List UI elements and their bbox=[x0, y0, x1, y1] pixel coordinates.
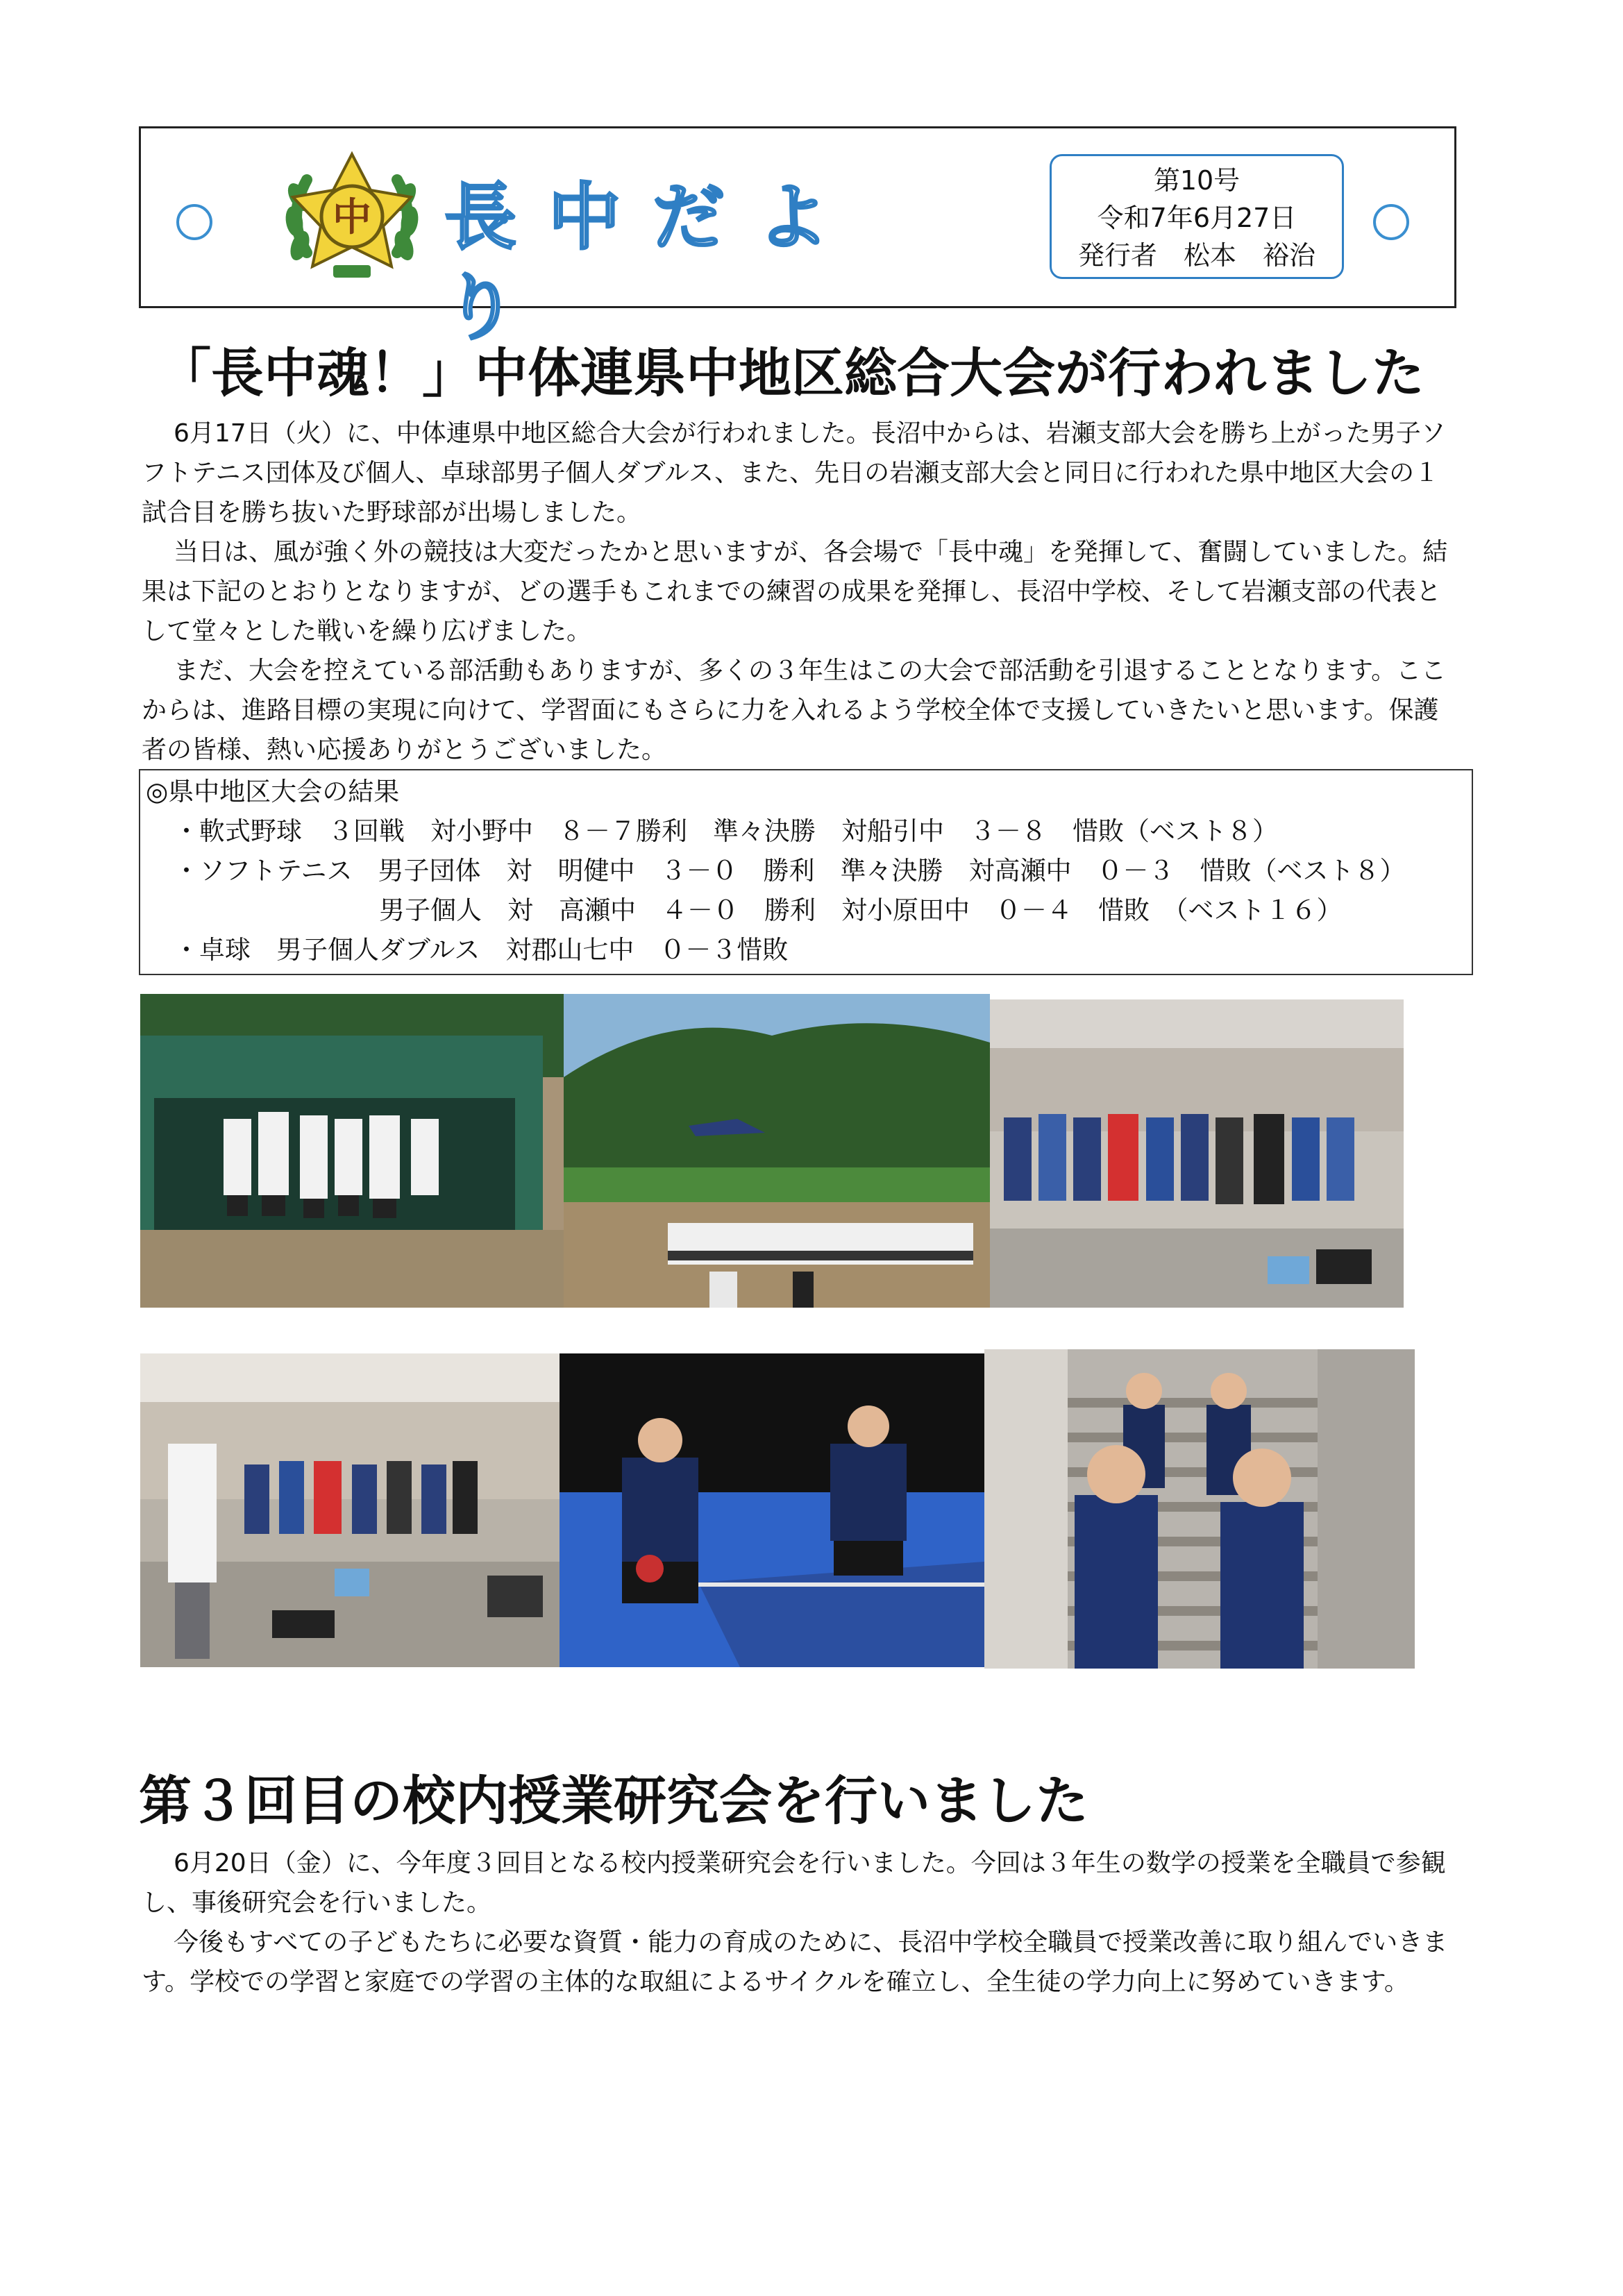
emblem-character: 中 bbox=[333, 195, 371, 240]
photo-table-tennis-doubles bbox=[560, 1353, 984, 1667]
article1-paragraph-3: まだ、大会を控えている部活動もありますが、多くの３年生はこの大会で部活動を引退することとなります。ここからは、進路目標の実現に向けて、学習面にもさらに力を入れるよう学校全体で支援していきたいと思います。保護者の皆様、熱い応援ありがとうございました。 bbox=[142, 657, 1447, 764]
result-soft-tennis-team: ・ソフトテニス 男子団体 対 明健中 ３－０ 勝利 準々決勝 対高瀬中 ０－３ 惜敗（ベスト８） bbox=[174, 856, 1406, 886]
publisher: 発行者 松本 裕治 bbox=[1077, 240, 1315, 271]
result-soft-tennis-individual: 男子個人 対 高瀬中 ４－０ 勝利 対小原田中 ０－４ 惜敗 （ベスト１６） bbox=[174, 895, 1343, 925]
newsletter-title: 長中だより bbox=[444, 175, 861, 350]
article1-body bbox=[142, 414, 1459, 770]
article1-paragraph-2: 当日は、風が強く外の競技は大変だったかと思いますが、各会場で「長中魂」を発揮して、奮闘していました。結果は下記のとおりとなりますが、どの選手もこれまでの練習の成果を発揮し、長沼中学校、そして岩瀬支部の代表として堂々とした戦いを繰り広げました。 bbox=[142, 538, 1448, 645]
article2-paragraph-2: 今後もすべての子どもたちに必要な資質・能力の育成のために、長沼中学校全職員で授業改善に取り組んでいきます。学校での学習と家庭での学習の主体的な取組によるサイクルを確立し、全生徒の学力向上に努めていきます。 bbox=[142, 1928, 1448, 1996]
photo-baseball-dugout bbox=[140, 994, 564, 1308]
circle-ornament-left bbox=[176, 204, 212, 240]
article2-headline: 第３回目の校内授業研究会を行いました bbox=[139, 1770, 1088, 1832]
issue-info-box bbox=[1050, 154, 1344, 279]
issue-date: 令和7年6月27日 bbox=[1097, 203, 1297, 233]
results-heading: ◎県中地区大会の結果 bbox=[146, 777, 400, 807]
results-box bbox=[139, 769, 1473, 975]
result-baseball: ・軟式野球 ３回戦 対小野中 ８－７勝利 準々決勝 対船引中 ３－８ 惜敗（ベスト８） bbox=[174, 816, 1278, 846]
photo-baseball-field-lineup bbox=[564, 994, 990, 1308]
photo-table-tennis-stairs bbox=[984, 1349, 1415, 1669]
result-table-tennis: ・卓球 男子個人ダブルス 対郡山七中 ０－３惜敗 bbox=[174, 935, 789, 965]
photo-soft-tennis-team bbox=[990, 999, 1404, 1308]
photo-team-with-teacher bbox=[140, 1353, 560, 1667]
article1-paragraph-1: 6月17日（火）に、中体連県中地区総合大会が行われました。長沼中からは、岩瀬支部大会を勝ち上がった男子ソフトテニス団体及び個人、卓球部男子個人ダブルス、また、先日の岩瀬支部大会と同日に行われた県中地区大会の１試合目を勝ち抜いた野球部が出場しました。 bbox=[142, 419, 1446, 527]
school-emblem-icon bbox=[279, 149, 425, 285]
article2-paragraph-1: 6月20日（金）に、今年度３回目となる校内授業研究会を行いました。今回は３年生の数学の授業を全職員で参観し、事後研究会を行いました。 bbox=[142, 1849, 1446, 1917]
circle-ornament-right bbox=[1373, 204, 1409, 240]
article2-body bbox=[142, 1843, 1459, 2002]
issue-number: 第10号 bbox=[1153, 165, 1241, 196]
article1-headline: 「長中魂！」中体連県中地区総合大会が行われました bbox=[158, 342, 1424, 404]
